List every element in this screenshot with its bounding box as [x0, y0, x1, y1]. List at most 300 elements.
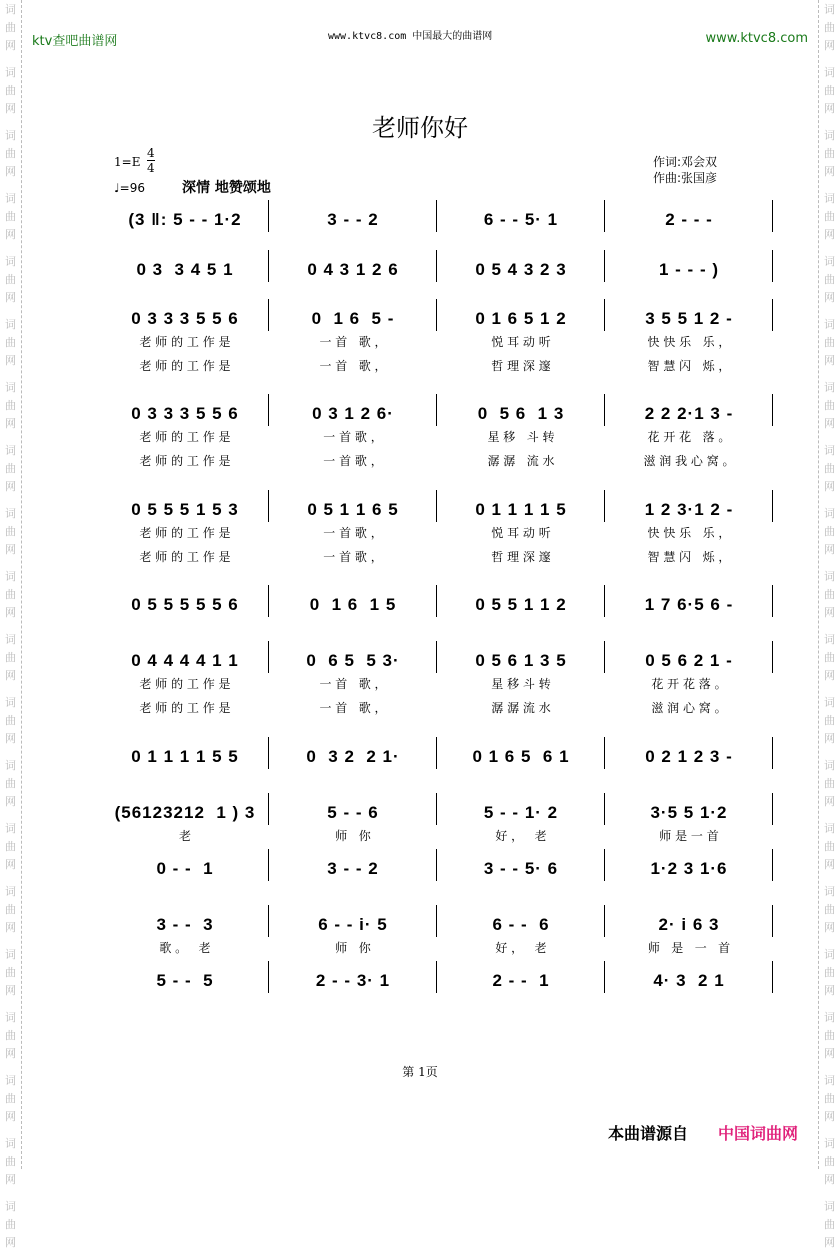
lyric-line — [102, 548, 752, 564]
lyric-segment: 一 首 歌 ， — [319, 335, 387, 349]
measure: 0 1 6 5 1 2 — [475, 309, 567, 328]
watermark-char: 曲 — [824, 903, 835, 916]
lyric-segment: 老 师 的 工 作 是 — [139, 701, 231, 715]
watermark-char: 网 — [824, 543, 835, 556]
barline — [268, 793, 269, 825]
watermark-char: 网 — [5, 795, 16, 808]
barline — [268, 200, 269, 232]
watermark-char: 词 — [824, 1074, 835, 1087]
barline — [604, 737, 605, 769]
barline — [604, 585, 605, 617]
lyric-segment: 花 开 花 落 。 — [651, 677, 727, 691]
watermark-char: 曲 — [824, 588, 835, 601]
watermark-char: 词 — [824, 192, 835, 205]
watermark-char: 曲 — [5, 462, 16, 475]
watermark-group — [819, 882, 840, 936]
lyric-segment: 老 师 的 工 作 是 — [139, 359, 231, 373]
watermark-char: 词 — [5, 255, 16, 268]
watermark-char: 网 — [5, 984, 16, 997]
watermark-char: 网 — [5, 291, 16, 304]
lyric-segment: 歌 。 老 — [159, 941, 211, 955]
watermark-char: 曲 — [824, 1218, 835, 1231]
lyric-segment: 滋 润 我 心 窝 。 — [643, 454, 735, 468]
source-brand: 中国词曲网 — [718, 1124, 799, 1143]
barline — [436, 849, 437, 881]
measure: 0 3 1 2 6· — [312, 404, 394, 423]
watermark-char: 词 — [824, 570, 835, 583]
barline — [772, 200, 773, 232]
measure: 1 2 3·1 2 - — [644, 500, 734, 519]
watermark-char: 网 — [5, 417, 16, 430]
lyric-line — [102, 357, 752, 373]
watermark-char: 网 — [5, 858, 16, 871]
time-signature — [147, 146, 155, 175]
watermark-char: 网 — [5, 354, 16, 367]
watermark-char: 词 — [824, 759, 835, 772]
measure: 0 3 3 4 5 1 — [136, 260, 234, 279]
watermark-group — [819, 630, 840, 684]
watermark-char: 曲 — [824, 714, 835, 727]
barline — [772, 585, 773, 617]
measure: 0 1 6 5 6 1 — [472, 747, 570, 766]
watermark-char: 词 — [5, 885, 16, 898]
measure: 3 - - 5· 6 — [483, 859, 559, 878]
lyric-segment: 好 ， 老 — [495, 941, 547, 955]
barline — [604, 961, 605, 993]
measure: 6 - - 6 — [492, 915, 550, 934]
watermark-char: 曲 — [824, 462, 835, 475]
expression-marking: 深情 地赞颂地 — [182, 180, 271, 196]
measure: 2 2 2·1 3 - — [644, 404, 734, 423]
watermark-char: 词 — [824, 1200, 835, 1213]
watermark-char: 词 — [5, 129, 16, 142]
watermark-char: 网 — [824, 858, 835, 871]
barline — [268, 905, 269, 937]
score-system — [102, 496, 752, 520]
watermark-group — [819, 252, 840, 306]
source-label: 本曲谱源自 — [608, 1124, 689, 1143]
measure: 1 7 6·5 6 - — [644, 595, 734, 614]
measure: 5 - - 5 — [156, 971, 214, 990]
barline — [772, 793, 773, 825]
watermark-char: 曲 — [5, 525, 16, 538]
barline — [436, 905, 437, 937]
lyric-segment: 哲 理 深 邃 — [491, 359, 551, 373]
measure: 1 - - - ) — [659, 260, 719, 279]
watermark-char: 曲 — [5, 84, 16, 97]
watermark-char: 词 — [824, 318, 835, 331]
measure: 1·2 3 1·6 — [650, 859, 728, 878]
lyric-segment: 老 师 的 工 作 是 — [139, 335, 231, 349]
lyric-segment: 老 师 的 工 作 是 — [139, 526, 231, 540]
lyric-segment: 潺 潺 流 水 — [487, 454, 555, 468]
right-watermark-margin — [818, 0, 840, 1249]
measure: 3 - - 2 — [327, 859, 379, 878]
barline — [436, 490, 437, 522]
site-tagline: www.ktvc8.com 中国最大的曲谱网 — [328, 31, 493, 42]
watermark-char: 网 — [5, 921, 16, 934]
measure: 0 5 5 5 1 5 3 — [131, 500, 239, 519]
watermark-group — [0, 1008, 21, 1062]
barline — [268, 585, 269, 617]
key-signature: 1=E — [114, 155, 141, 169]
barline — [436, 250, 437, 282]
lyric-line — [102, 524, 752, 540]
watermark-group — [819, 189, 840, 243]
barline — [268, 490, 269, 522]
barline — [268, 737, 269, 769]
watermark-char: 曲 — [5, 273, 16, 286]
measure: 6 - - i· 5 — [318, 915, 388, 934]
measure: 0 5 6 2 1 - — [645, 651, 733, 670]
measure: 4· 3 2 1 — [653, 971, 725, 990]
lyric-segment: 好 ， 老 — [495, 829, 547, 843]
lyric-line — [102, 428, 752, 444]
measure: 0 1 1 1 1 5 5 — [131, 747, 239, 766]
watermark-char: 词 — [5, 318, 16, 331]
watermark-char: 网 — [5, 732, 16, 745]
lyric-segment: 师 你 — [335, 829, 371, 843]
barline — [268, 299, 269, 331]
watermark-char: 网 — [824, 795, 835, 808]
watermark-group — [819, 441, 840, 495]
measure: 0 5 5 1 1 2 — [475, 595, 567, 614]
watermark-group — [0, 441, 21, 495]
watermark-char: 词 — [824, 822, 835, 835]
measure: 0 5 6 1 3 5 — [475, 651, 567, 670]
score-system — [102, 911, 752, 935]
measure: 2 - - 3· 1 — [315, 971, 391, 990]
barline — [772, 961, 773, 993]
measure: 3 - - 3 — [156, 915, 214, 934]
barline — [436, 737, 437, 769]
measure: 3 - - 2 — [327, 210, 379, 229]
watermark-char: 网 — [824, 606, 835, 619]
watermark-char: 网 — [824, 1047, 835, 1060]
watermark-char: 曲 — [824, 966, 835, 979]
watermark-group — [819, 315, 840, 369]
lyric-segment: 快 快 乐 乐 ， — [647, 526, 731, 540]
lyric-line — [102, 939, 752, 955]
watermark-char: 曲 — [5, 1029, 16, 1042]
watermark-char: 曲 — [824, 273, 835, 286]
barline — [436, 200, 437, 232]
watermark-char: 词 — [5, 696, 16, 709]
lyric-segment: 星 移 斗 转 — [491, 677, 551, 691]
watermark-char: 网 — [824, 102, 835, 115]
watermark-char: 网 — [5, 480, 16, 493]
watermark-char: 网 — [5, 606, 16, 619]
watermark-char: 词 — [5, 570, 16, 583]
watermark-group — [0, 882, 21, 936]
watermark-char: 词 — [824, 381, 835, 394]
lyric-segment: 一 首 歌 ， — [319, 677, 387, 691]
watermark-char: 词 — [5, 192, 16, 205]
watermark-group — [0, 1134, 21, 1188]
barline — [772, 250, 773, 282]
barline — [268, 961, 269, 993]
barline — [772, 299, 773, 331]
lyric-segment: 老 师 的 工 作 是 — [139, 677, 231, 691]
watermark-group — [819, 1008, 840, 1062]
barline — [604, 200, 605, 232]
lyric-line — [102, 675, 752, 691]
watermark-char: 网 — [824, 228, 835, 241]
song-title: 老师你好 — [372, 114, 468, 142]
lyric-line — [102, 333, 752, 349]
watermark-char: 曲 — [5, 651, 16, 664]
watermark-group — [819, 1134, 840, 1188]
measure: 0 6 5 5 3· — [306, 651, 400, 670]
watermark-char: 曲 — [824, 210, 835, 223]
barline — [772, 490, 773, 522]
watermark-group — [0, 189, 21, 243]
barline — [772, 849, 773, 881]
lyric-segment: 滋 润 心 窝 。 — [651, 701, 727, 715]
barline — [604, 641, 605, 673]
lyric-line — [102, 452, 752, 468]
measure: 0 1 6 1 5 — [309, 595, 397, 614]
barline — [268, 394, 269, 426]
measure: 0 1 1 1 1 5 — [475, 500, 567, 519]
watermark-char: 词 — [824, 1137, 835, 1150]
watermark-char: 网 — [824, 354, 835, 367]
lyric-line — [102, 699, 752, 715]
watermark-char: 曲 — [5, 147, 16, 160]
site-name-left: ktv查吧曲谱网 — [32, 34, 118, 49]
watermark-char: 网 — [824, 984, 835, 997]
watermark-char: 词 — [5, 444, 16, 457]
measure: 0 3 3 3 5 5 6 — [131, 309, 239, 328]
watermark-group — [819, 378, 840, 432]
watermark-char: 网 — [824, 417, 835, 430]
watermark-group — [0, 504, 21, 558]
tempo-marking: ♩=96 — [114, 181, 145, 195]
measure: 6 - - 5· 1 — [483, 210, 559, 229]
watermark-char: 网 — [824, 669, 835, 682]
watermark-char: 曲 — [5, 840, 16, 853]
measure: 2· i 6 3 — [658, 915, 720, 934]
watermark-char: 曲 — [5, 777, 16, 790]
watermark-char: 曲 — [5, 21, 16, 34]
watermark-group — [819, 567, 840, 621]
measure: 0 4 4 4 4 1 1 — [131, 651, 239, 670]
watermark-char: 曲 — [824, 1155, 835, 1168]
lyric-segment: 老 师 的 工 作 是 — [139, 454, 231, 468]
watermark-char: 词 — [5, 759, 16, 772]
watermark-char: 曲 — [5, 966, 16, 979]
barline — [436, 299, 437, 331]
watermark-char: 曲 — [5, 1218, 16, 1231]
measure: 0 3 2 2 1· — [306, 747, 400, 766]
lyric-segment: 一 首 歌 ， — [323, 526, 383, 540]
watermark-char: 曲 — [824, 399, 835, 412]
barline — [772, 737, 773, 769]
watermark-char: 网 — [5, 669, 16, 682]
watermark-char: 词 — [5, 1200, 16, 1213]
watermark-group — [819, 945, 840, 999]
watermark-char: 词 — [824, 444, 835, 457]
barline — [436, 394, 437, 426]
measure: 0 4 3 1 2 6 — [307, 260, 399, 279]
score-system — [102, 591, 752, 615]
watermark-char: 网 — [824, 1173, 835, 1186]
lyric-line — [102, 827, 752, 843]
watermark-group — [819, 693, 840, 747]
watermark-char: 网 — [5, 39, 16, 52]
lyric-segment: 师 你 — [335, 941, 371, 955]
measure: 3·5 5 1·2 — [650, 803, 728, 822]
watermark-char: 词 — [5, 1137, 16, 1150]
watermark-group — [819, 504, 840, 558]
lyric-segment: 一 首 歌 ， — [323, 550, 383, 564]
lyric-segment: 老 — [178, 829, 191, 843]
watermark-char: 词 — [824, 885, 835, 898]
watermark-group — [819, 0, 840, 54]
lyric-segment: 一 首 歌 ， — [323, 454, 383, 468]
measure: 3 5 5 1 2 - — [645, 309, 733, 328]
watermark-char: 曲 — [824, 1029, 835, 1042]
left-watermark-margin — [0, 0, 22, 1249]
lyric-segment: 星 移 斗 转 — [487, 430, 555, 444]
lyric-segment: 一 首 歌 ， — [319, 359, 387, 373]
lyric-segment: 老 师 的 工 作 是 — [139, 430, 231, 444]
barline — [604, 394, 605, 426]
watermark-char: 词 — [824, 129, 835, 142]
watermark-char: 词 — [824, 3, 835, 16]
watermark-char: 网 — [5, 543, 16, 556]
watermark-char: 曲 — [824, 1092, 835, 1105]
measure: 0 5 6 1 3 — [477, 404, 565, 423]
watermark-char: 词 — [824, 633, 835, 646]
lyric-segment: 师 是 一 首 — [659, 829, 719, 843]
score-system — [102, 799, 752, 823]
barline — [772, 905, 773, 937]
barline — [604, 250, 605, 282]
measure: 5 - - 1· 2 — [483, 803, 559, 822]
watermark-char: 词 — [824, 255, 835, 268]
lyric-segment: 智 慧 闪 烁 ， — [647, 550, 731, 564]
lyric-segment: 师 是 一 首 — [647, 941, 731, 955]
barline — [772, 394, 773, 426]
watermark-group — [0, 756, 21, 810]
lyricist-credit: 作词:邓会双 — [653, 155, 718, 169]
watermark-char: 网 — [5, 228, 16, 241]
barline — [604, 905, 605, 937]
watermark-char: 词 — [5, 1011, 16, 1024]
watermark-char: 曲 — [824, 84, 835, 97]
watermark-group — [819, 1197, 840, 1251]
watermark-char: 词 — [824, 696, 835, 709]
lyric-segment: 智 慧 闪 烁 ， — [647, 359, 731, 373]
watermark-group — [0, 819, 21, 873]
score-system — [102, 743, 752, 767]
measure: 0 1 6 5 - — [311, 309, 395, 328]
composer-credit: 作曲:张国彦 — [653, 171, 718, 185]
watermark-char: 曲 — [5, 1155, 16, 1168]
watermark-char: 词 — [5, 822, 16, 835]
lyric-segment: 快 快 乐 乐 ， — [647, 335, 731, 349]
measure: 0 - - 1 — [156, 859, 214, 878]
barline — [772, 641, 773, 673]
site-url-right: www.ktvc8.com — [705, 31, 808, 46]
watermark-char: 网 — [5, 1110, 16, 1123]
watermark-group — [0, 693, 21, 747]
lyric-segment: 一 首 歌 ， — [323, 430, 383, 444]
barline — [436, 793, 437, 825]
barline — [604, 299, 605, 331]
lyric-segment: 花 开 花 落 。 — [647, 430, 731, 444]
barline — [604, 849, 605, 881]
watermark-char: 曲 — [5, 1092, 16, 1105]
score-system — [102, 967, 752, 991]
measure: 0 5 5 5 5 5 6 — [131, 595, 239, 614]
barline — [436, 961, 437, 993]
watermark-char: 曲 — [824, 336, 835, 349]
watermark-group — [0, 945, 21, 999]
measure: 0 3 3 3 5 5 6 — [131, 404, 239, 423]
watermark-char: 网 — [5, 1236, 16, 1249]
barline — [436, 641, 437, 673]
score-system — [102, 206, 752, 230]
watermark-char: 曲 — [5, 903, 16, 916]
watermark-char: 网 — [824, 165, 835, 178]
watermark-char: 网 — [824, 39, 835, 52]
watermark-char: 曲 — [824, 525, 835, 538]
measure: 0 5 4 3 2 3 — [475, 260, 567, 279]
measure: (3 ‖: 5 - - 1·2 — [128, 210, 242, 229]
watermark-char: 曲 — [5, 399, 16, 412]
watermark-group — [819, 819, 840, 873]
watermark-char: 网 — [824, 1110, 835, 1123]
barline — [604, 793, 605, 825]
time-sig-top: 4 — [147, 146, 155, 160]
watermark-char: 曲 — [824, 777, 835, 790]
score-system — [102, 855, 752, 879]
watermark-char: 曲 — [824, 840, 835, 853]
watermark-group — [0, 630, 21, 684]
watermark-char: 词 — [824, 1011, 835, 1024]
lyric-segment: 悦 耳 动 听 — [491, 526, 551, 540]
measure: 5 - - 6 — [327, 803, 379, 822]
barline — [268, 641, 269, 673]
watermark-char: 词 — [5, 3, 16, 16]
lyric-segment: 潺 潺 流 水 — [491, 701, 551, 715]
watermark-char: 网 — [824, 480, 835, 493]
watermark-group — [0, 567, 21, 621]
score-system — [102, 256, 752, 280]
watermark-char: 网 — [5, 1173, 16, 1186]
watermark-char: 曲 — [824, 21, 835, 34]
watermark-group — [0, 1197, 21, 1251]
lyric-segment: 悦 耳 动 听 — [491, 335, 551, 349]
watermark-char: 网 — [5, 1047, 16, 1060]
barline — [268, 849, 269, 881]
watermark-char: 词 — [5, 66, 16, 79]
page-number: 第 1页 — [402, 1065, 438, 1079]
measure: 0 5 1 1 6 5 — [307, 500, 399, 519]
watermark-char: 网 — [824, 1236, 835, 1249]
watermark-group — [0, 252, 21, 306]
score-system — [102, 647, 752, 671]
watermark-char: 网 — [5, 102, 16, 115]
watermark-char: 词 — [5, 948, 16, 961]
watermark-char: 词 — [824, 507, 835, 520]
watermark-char: 曲 — [5, 210, 16, 223]
watermark-char: 曲 — [824, 651, 835, 664]
watermark-char: 曲 — [5, 336, 16, 349]
watermark-char: 曲 — [5, 588, 16, 601]
